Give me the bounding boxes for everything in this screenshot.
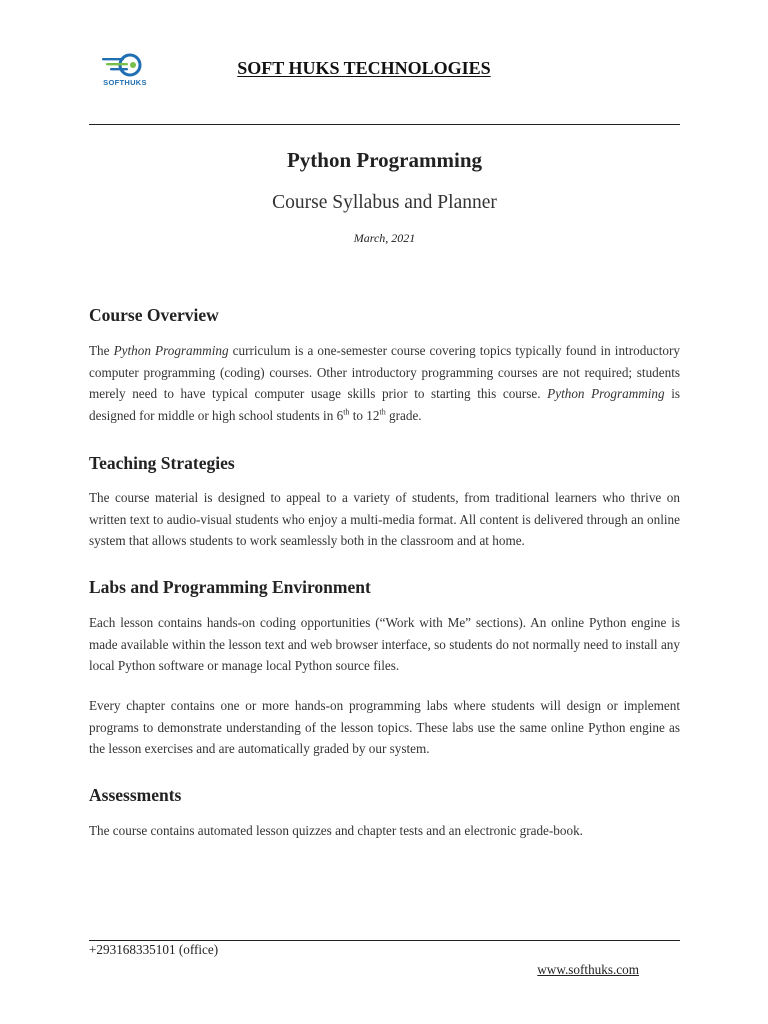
text-span: grade. (385, 408, 422, 424)
company-name: SOFT HUKS TECHNOLOGIES (237, 58, 491, 78)
course-name-italic: Python Programming (547, 386, 665, 402)
footer-divider (89, 940, 680, 941)
header-divider (89, 124, 680, 125)
teaching-strategies-paragraph: The course material is designed to appeal to a variety of students, from traditional learners who thrive on written text to audio-visual students who enjoy a multi-media format. All content is delivered through an online system that allows students to work seamlessly both in the classroom and at home. (89, 490, 680, 549)
document-title: Python Programming (286, 148, 483, 172)
logo-text: SOFTHUKS (103, 78, 147, 87)
text-span: is designed for middle or high school students in 6 (89, 386, 681, 424)
assessments-paragraph: The course contains automated lesson quizzes and chapter tests and an electronic grade-book. (89, 823, 583, 838)
ordinal-superscript: th (343, 407, 350, 417)
company-logo (92, 52, 158, 90)
footer-phone: +293168335101 (office) (89, 942, 219, 957)
ordinal-superscript: th (379, 407, 386, 417)
footer-website-link[interactable]: www.softhuks.com (537, 962, 639, 977)
section-heading-teaching-strategies: Teaching Strategies (89, 453, 235, 473)
section-heading-assessments: Assessments (89, 785, 182, 805)
document-date: March, 2021 (353, 231, 416, 245)
text-span: to 12 (349, 408, 380, 424)
course-overview-paragraph (89, 340, 680, 427)
section-heading-course-overview: Course Overview (89, 305, 219, 325)
labs-paragraph-1: Each lesson contains hands-on coding opportunities (“Work with Me” sections). An online Python engine is made available within the lesson text and web browser interface, so students do not normally need to install any local Python software or manage local Python source files. (89, 615, 680, 674)
text-span: The (89, 343, 114, 358)
document-subtitle: Course Syllabus and Planner (272, 192, 497, 213)
text-span: curriculum is a one-semester course covering topics typically found in introductory computer programming (coding) courses. Other introductory programming courses are not required; students merely need to have typical computer usage skills prior to starting this course. (89, 343, 680, 402)
course-name-italic: Python Programming (113, 343, 229, 358)
labs-paragraph-2: Every chapter contains one or more hands-on programming labs where students will design or implement programs to demonstrate understanding of the lesson topics. These labs use the same online Python engine as the lesson exercises and are automatically graded by our system. (89, 698, 680, 757)
section-heading-labs: Labs and Programming Environment (89, 577, 371, 597)
